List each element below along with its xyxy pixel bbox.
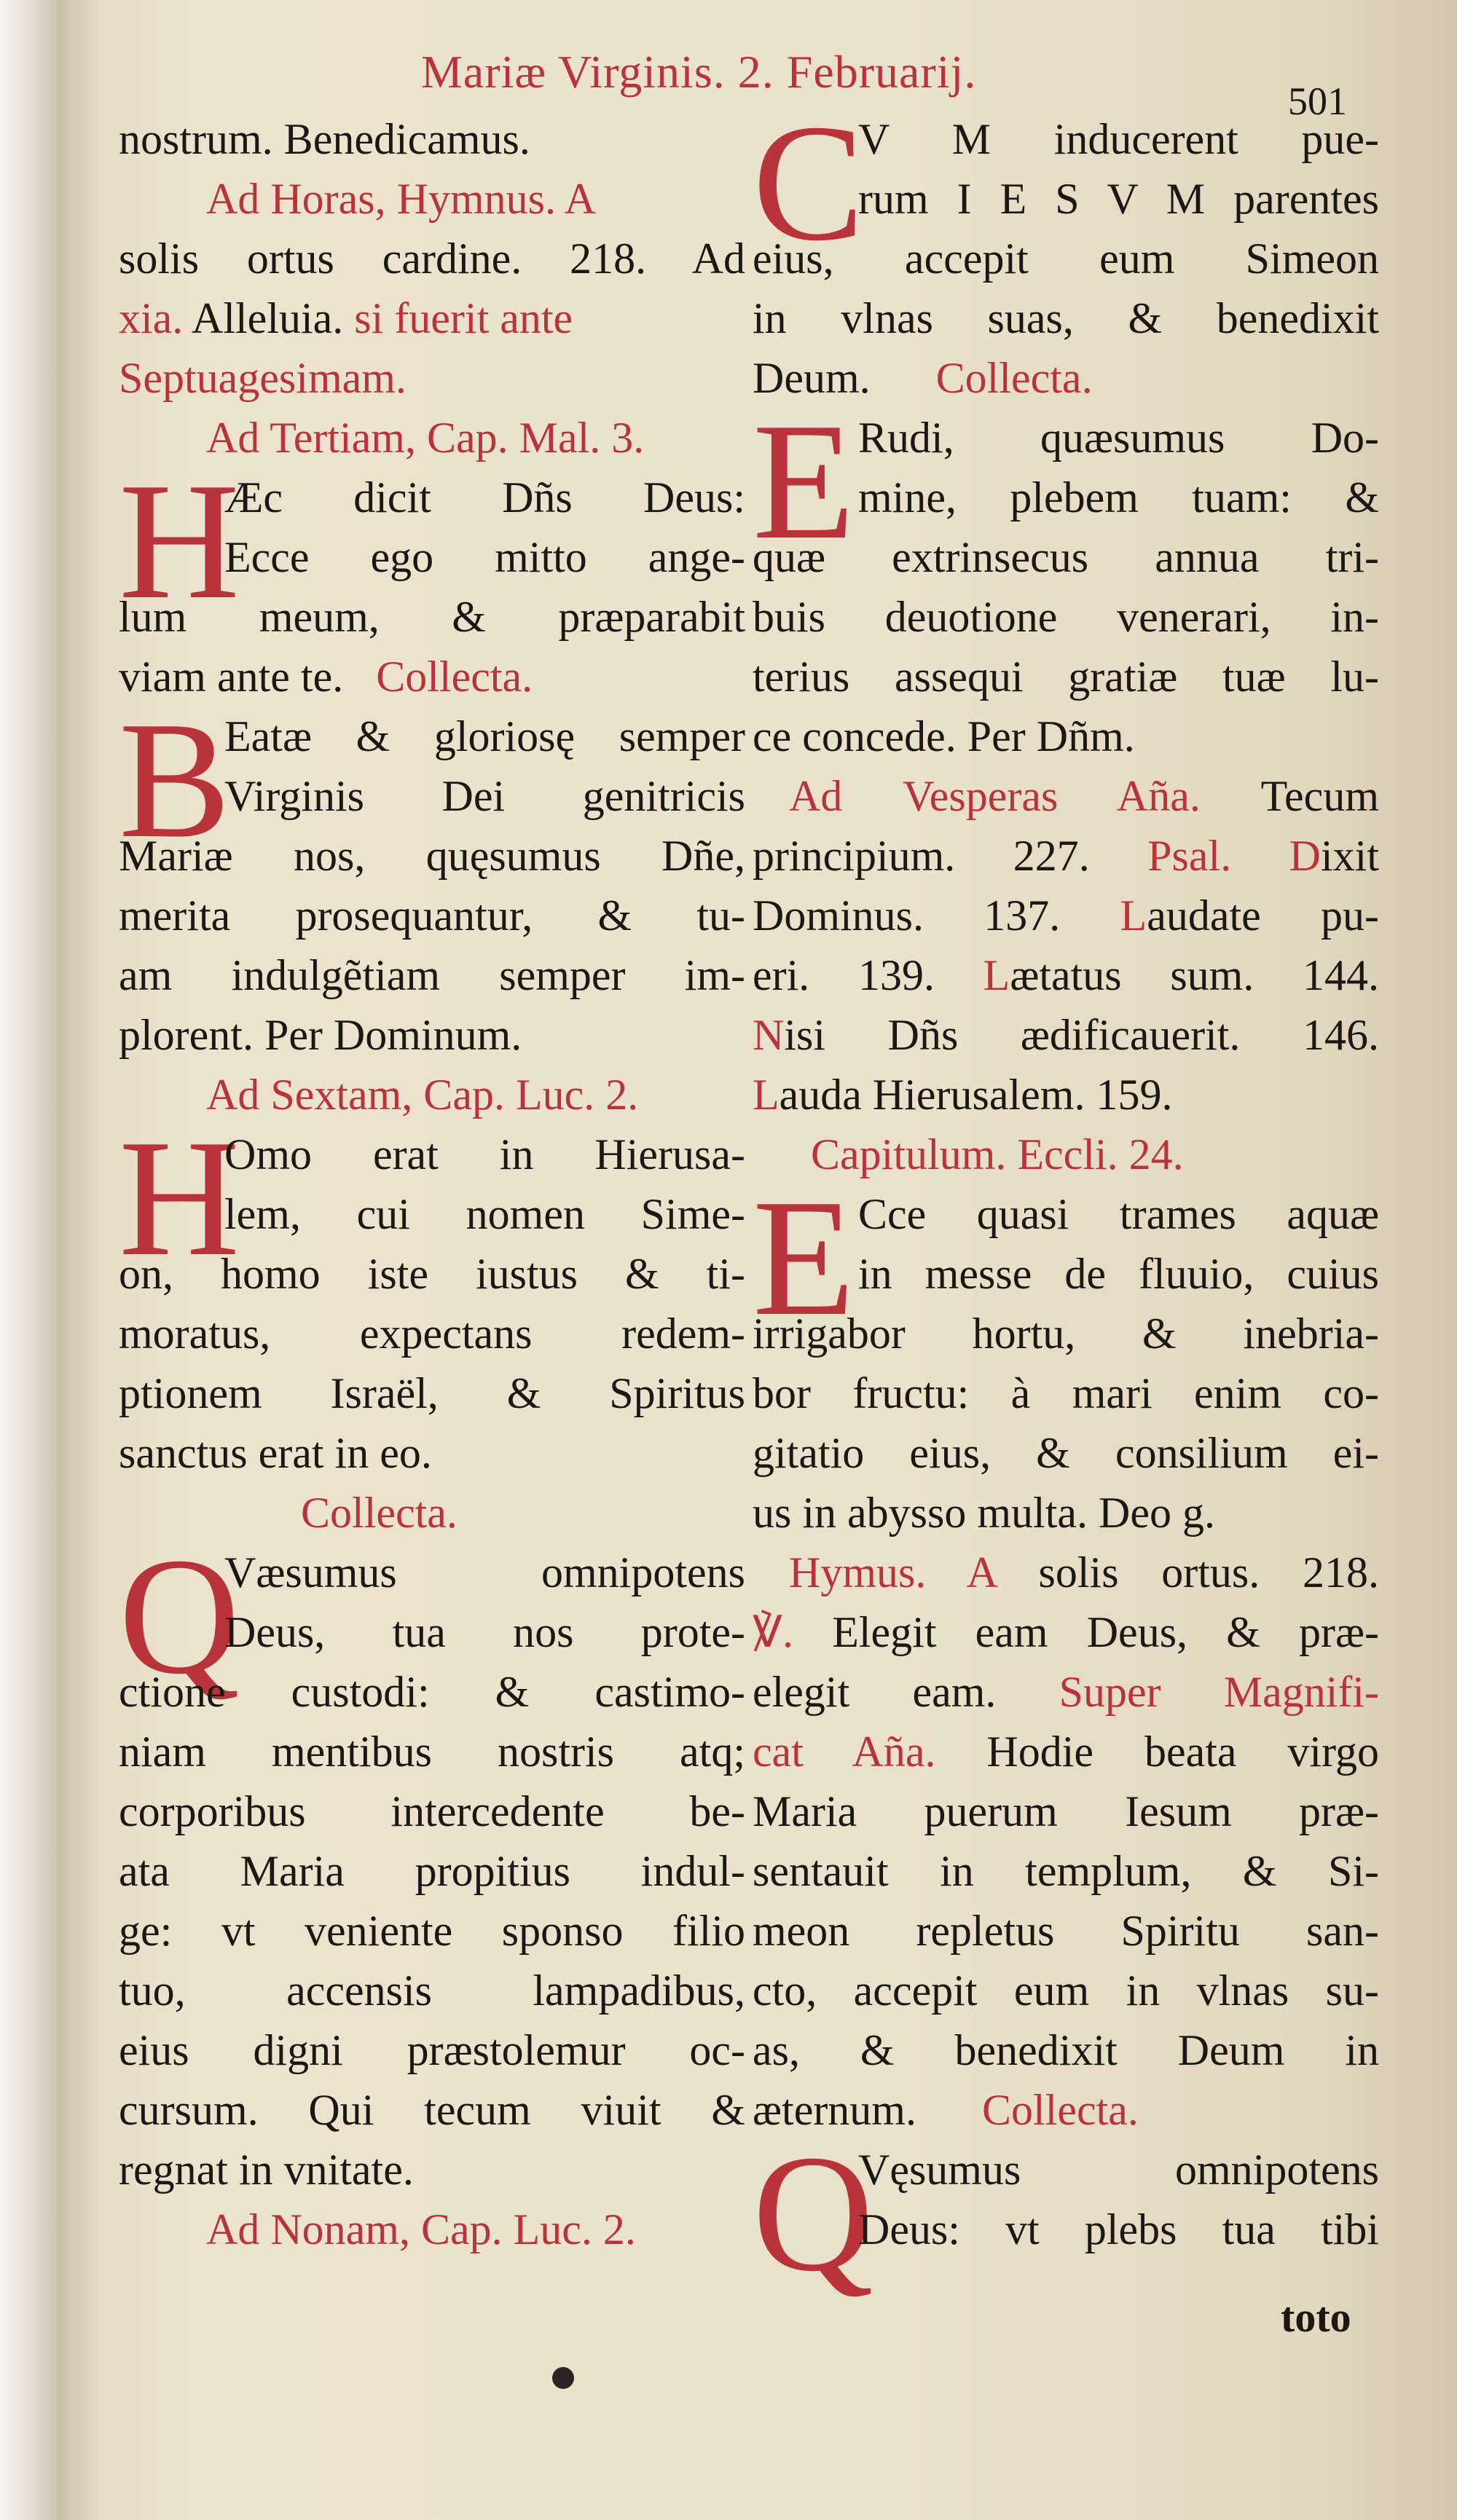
text-line: Deus: vt plebs tua tibi	[858, 2205, 1379, 2253]
text-line: on, homo iste iustus & ti-	[119, 1250, 745, 1298]
text-line: buis deuotione venerari, in-	[753, 593, 1379, 641]
paragraph	[119, 687, 745, 1065]
text-line: Nisi Dñs ædificauerit. 146.	[753, 1011, 1379, 1059]
text-line: us in abysso multa. Deo g.	[753, 1489, 1215, 1537]
running-title: Mariæ Virginis. 2. Februarij.	[421, 46, 977, 98]
book-page	[57, 0, 1457, 2520]
text-line: am indulgẽtiam semper im-	[119, 951, 745, 999]
text-line: æternum. Collecta.	[753, 2086, 1139, 2134]
text-line: gitatio eius, & consilium ei-	[753, 1429, 1379, 1477]
paragraph	[753, 2120, 1379, 2306]
text-line: ptionem Israël, & Spiritus	[119, 1369, 745, 1417]
text-line: Dominus. 137. Laudate pu-	[753, 891, 1380, 940]
section-heading: Capitulum. Eccli. 24.	[811, 1130, 1184, 1178]
text-line: cat Aña. Hodie beata virgo	[753, 1728, 1380, 1776]
text-line: sentauit in templum, & Si-	[753, 1847, 1379, 1895]
text-line: niam mentibus nostris atq;	[119, 1728, 745, 1776]
text-line: Eatæ & gloriosę semper	[224, 712, 745, 760]
text-line: merita prosequantur, & tu-	[119, 891, 745, 940]
text-line: viam ante te. Collecta.	[119, 653, 533, 701]
text-line: quæ extrinsecus annua tri-	[753, 533, 1379, 581]
drop-capital: Q	[119, 1523, 240, 1709]
rubric-line: Ad Horas, Hymnus. A	[206, 175, 596, 223]
text-line: eius digni præstolemur oc-	[119, 2026, 745, 2074]
left-column	[119, 109, 745, 2259]
text-line: sanctus erat in eo.	[119, 1429, 432, 1477]
text-line: ℣. Elegit eam Deus, & præ-	[753, 1608, 1379, 1656]
section-heading: Ad Sextam, Cap. Luc. 2.	[206, 1071, 639, 1119]
drop-capital: H	[119, 1105, 240, 1291]
text-line: corporibus intercedente be-	[119, 1787, 745, 1835]
book-spine-edge	[0, 0, 57, 2520]
text-line: eri. 139. Lætatus sum. 144.	[753, 951, 1380, 999]
text-line: elegit eam. Super Magnifi-	[753, 1668, 1380, 1716]
text-line: Æc dicit Dñs Deus:	[224, 473, 745, 521]
paragraph	[119, 1523, 745, 2200]
rubric-line: Hymus. A solis ortus. 218.	[789, 1548, 1379, 1596]
text-line: terius assequi gratiæ tuæ lu-	[753, 653, 1379, 701]
drop-capital: H	[119, 448, 240, 634]
text-line: moratus, expectans redem-	[119, 1310, 745, 1358]
paragraph	[119, 1105, 745, 1483]
section-heading: Ad Tertiam, Cap. Mal. 3.	[206, 414, 645, 462]
drop-capital: B	[119, 687, 231, 873]
text-line: Cce quasi trames aquæ	[858, 1190, 1379, 1238]
text-line: plorent. Per Dominum.	[119, 1011, 522, 1059]
text-line: ata Maria propitius indul-	[119, 1847, 745, 1895]
drop-capital: E	[753, 1165, 855, 1350]
paragraph	[753, 1165, 1379, 1543]
text-line: meon repletus Spiritu san-	[753, 1907, 1379, 1955]
text-line: tuo, accensis lampadibus,	[119, 1966, 745, 2015]
rubric-line: Ad Vesperas Aña. Tecum	[789, 772, 1379, 820]
text-line: Omo erat in Hierusa-	[224, 1130, 745, 1178]
text-line: ctione custodi: & castimo-	[119, 1668, 745, 1716]
text-line: mine, plebem tuam: &	[858, 473, 1379, 521]
text-line: Ecce ego mitto ange-	[224, 533, 745, 581]
text-line: rum I E S V M parentes	[858, 175, 1379, 223]
text-line: Mariæ nos, quęsumus Dñe,	[119, 832, 745, 880]
text-line: xia. Alleluia. si fuerit ante	[119, 294, 573, 342]
paragraph	[753, 388, 1379, 766]
paragraph	[119, 448, 745, 706]
text-line: bor fructu: à mari enim co-	[753, 1369, 1379, 1417]
text-line: Rudi, quæsumus Do-	[858, 414, 1379, 462]
catchword: toto	[1281, 2293, 1351, 2341]
text-line: ce concede. Per Dñm.	[753, 712, 1135, 760]
text-line: Virginis Dei genitricis	[224, 772, 745, 820]
text-line: as, & benedixit Deum in	[753, 2026, 1379, 2074]
text-line: principium. 227. Psal. Dixit	[753, 832, 1379, 880]
text-line: nostrum. Benedicamus.	[119, 115, 530, 163]
section-heading: Ad Nonam, Cap. Luc. 2.	[206, 2205, 636, 2253]
text-line: cto, accepit eum in vlnas su-	[753, 1966, 1379, 2015]
section-heading: Collecta.	[301, 1489, 457, 1537]
text-line: Maria puerum Iesum præ-	[753, 1787, 1379, 1835]
text-line: eius, accepit eum Simeon	[753, 235, 1379, 283]
text-line: Væsumus omnipotens	[224, 1548, 745, 1596]
page-number: 501	[1288, 79, 1347, 123]
drop-capital: E	[753, 388, 855, 574]
text-line: ge: vt veniente sponso filio	[119, 1907, 745, 1955]
text-line: lum meum, & præparabit	[119, 593, 745, 641]
text-line: Deum. Collecta.	[753, 354, 1093, 402]
text-line: lem, cui nomen Sime-	[224, 1190, 745, 1238]
text-line: solis ortus cardine. 218. Ad	[119, 235, 745, 283]
text-line: Vęsumus omnipotens	[858, 2146, 1379, 2194]
text-line: V M inducerent pue-	[858, 115, 1379, 163]
text-line: Lauda Hierusalem. 159.	[753, 1071, 1173, 1119]
drop-capital: Q	[753, 2120, 874, 2306]
drop-capital: C	[753, 90, 865, 275]
text-line: in messe de fluuio, cuius	[858, 1250, 1379, 1298]
text-line: regnat in vnitate.	[119, 2146, 414, 2194]
ink-blot	[552, 2367, 574, 2389]
rubric-line: Septuagesimam.	[119, 354, 407, 402]
text-line: Deus, tua nos prote-	[224, 1608, 745, 1656]
text-line: in vlnas suas, & benedixit	[753, 294, 1379, 342]
text-line: irrigabor hortu, & inebria-	[753, 1310, 1379, 1358]
text-line: cursum. Qui tecum viuit &	[119, 2086, 745, 2134]
